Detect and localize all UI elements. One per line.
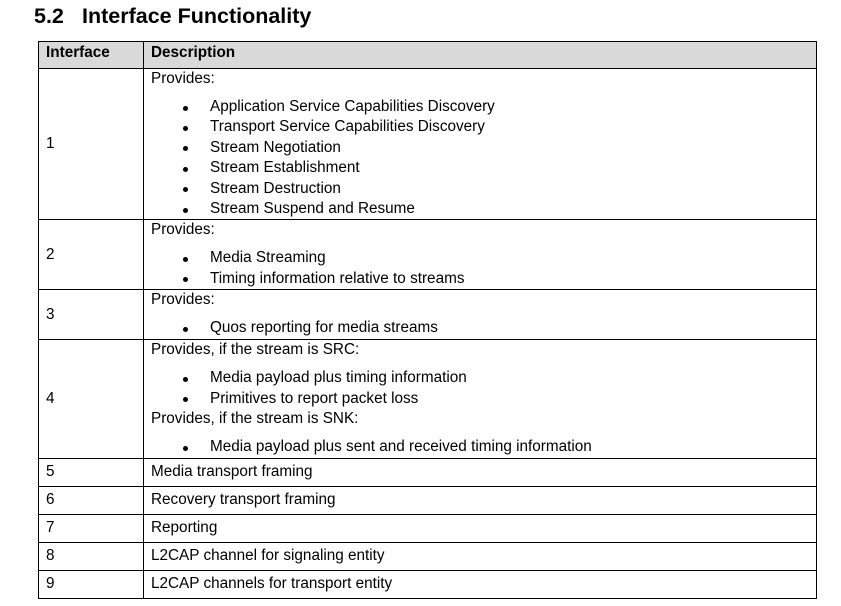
- interface-description: Recovery transport framing: [144, 486, 817, 514]
- interface-number: 7: [39, 514, 144, 542]
- interface-description: Reporting: [144, 514, 817, 542]
- section-heading: [34, 4, 311, 29]
- header-description: Description: [144, 42, 817, 69]
- interface-description: L2CAP channel for signaling entity: [144, 542, 817, 570]
- table-row: [39, 69, 817, 220]
- table-row: [39, 486, 817, 514]
- table-row: [39, 570, 817, 598]
- interface-description: [144, 340, 817, 458]
- table-row: [39, 290, 817, 340]
- list-item: Stream Destruction: [151, 179, 816, 199]
- list-item: Stream Suspend and Resume: [151, 199, 816, 219]
- interface-description: [144, 69, 817, 220]
- description-lead: Provides, if the stream is SRC:: [151, 341, 360, 359]
- description-lead: Provides:: [151, 70, 215, 87]
- table-row: [39, 514, 817, 542]
- description-lead: Provides:: [151, 291, 215, 309]
- bullet-list: [151, 318, 816, 338]
- interface-number: 8: [39, 542, 144, 570]
- list-item: Primitives to report packet loss: [151, 389, 816, 409]
- bullet-list: [151, 97, 816, 219]
- bullet-list: [151, 248, 816, 289]
- list-item: Stream Establishment: [151, 158, 816, 178]
- list-item: Stream Negotiation: [151, 138, 816, 158]
- interface-description: [144, 290, 817, 340]
- description-lead: Provides:: [151, 221, 215, 239]
- description-lead-secondary: Provides, if the stream is SNK:: [151, 410, 359, 428]
- table-header-row: [39, 42, 817, 69]
- interface-description: Media transport framing: [144, 458, 817, 486]
- interface-number: 1: [39, 69, 144, 220]
- interface-description: [144, 220, 817, 290]
- interface-number: 6: [39, 486, 144, 514]
- table-row: [39, 542, 817, 570]
- interface-number: 5: [39, 458, 144, 486]
- table-row: [39, 340, 817, 458]
- interface-description: L2CAP channels for transport entity: [144, 570, 817, 598]
- bullet-list: [151, 437, 816, 457]
- section-number: 5.2: [34, 4, 64, 28]
- table-row: [39, 220, 817, 290]
- table-row: [39, 458, 817, 486]
- interface-number: 4: [39, 340, 144, 458]
- header-interface: Interface: [39, 42, 144, 69]
- interface-number: 3: [39, 290, 144, 340]
- list-item: Media payload plus timing information: [151, 368, 816, 388]
- bullet-list: [151, 368, 816, 409]
- list-item: Transport Service Capabilities Discovery: [151, 117, 816, 137]
- list-item: Timing information relative to streams: [151, 269, 816, 289]
- interface-number: 2: [39, 220, 144, 290]
- list-item: Media payload plus sent and received timing information: [151, 437, 816, 457]
- list-item: Quos reporting for media streams: [151, 318, 816, 338]
- list-item: Media Streaming: [151, 248, 816, 268]
- section-title: Interface Functionality: [82, 4, 312, 28]
- interface-number: 9: [39, 570, 144, 598]
- list-item: Application Service Capabilities Discovery: [151, 97, 816, 117]
- interface-functionality-table: [38, 41, 817, 599]
